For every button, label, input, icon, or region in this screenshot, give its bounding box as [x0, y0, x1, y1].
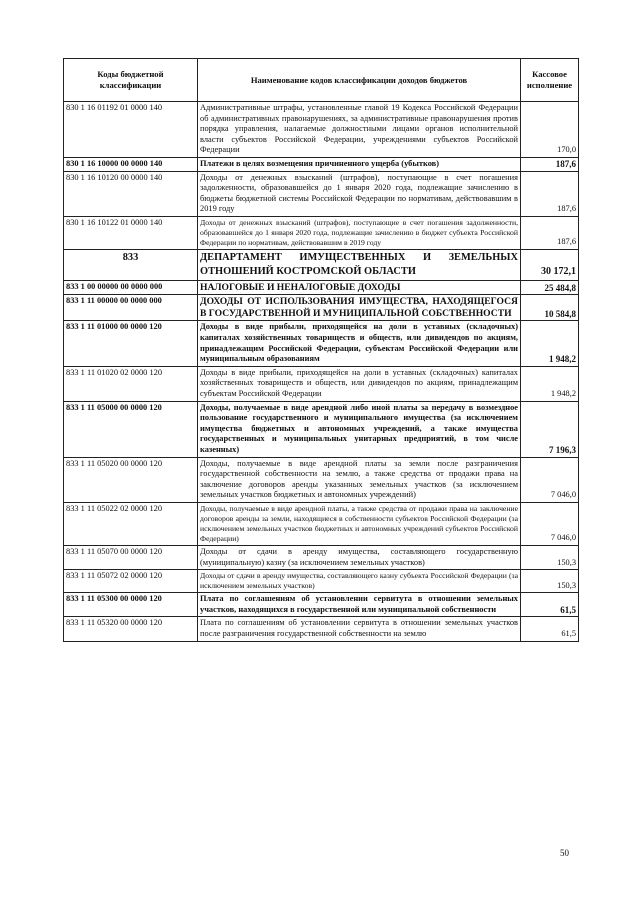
table-row [64, 366, 579, 401]
row-amount: 187,6 [521, 216, 579, 249]
row-amount: 61,5 [521, 617, 579, 641]
row-amount: 10 584,8 [521, 295, 579, 321]
table-row [64, 401, 579, 457]
table-row [64, 502, 579, 545]
row-name: Доходы в виде прибыли, приходящейся на доли в уставных (складочных) капиталах хозяйственных товариществ и обществ, или дивидендов по акциям, принадлежащим субъектам Российской Федерации [198, 366, 521, 401]
row-code: 833 1 11 05020 00 0000 120 [64, 457, 198, 502]
row-name: Доходы, получаемые в виде арендной либо иной платы за передачу в возмездное пользование государственного и муниципального имущества (за исключением имущества бюджетных и автономных учреждений, а также имущества государственных и муниципальных унитарных предприятий, в том числе казенных) [198, 401, 521, 457]
row-name: Плата по соглашениям об установлении сервитута в отношении земельных участков после разграничения государственной собственности на землю [198, 617, 521, 641]
row-code: 833 1 11 01020 02 0000 120 [64, 366, 198, 401]
row-code: 833 1 11 05000 00 0000 120 [64, 401, 198, 457]
row-name: Доходы от сдачи в аренду имущества, составляющего казну субъекта Российской Федерации (за исключением земельных участков) [198, 570, 521, 593]
row-name: ДЕПАРТАМЕНТ ИМУЩЕСТВЕННЫХ И ЗЕМЕЛЬНЫХ ОТНОШЕНИЙ КОСТРОМСКОЙ ОБЛАСТИ [198, 249, 521, 280]
row-amount: 61,5 [521, 593, 579, 617]
row-amount: 1 948,2 [521, 321, 579, 366]
row-code: 833 1 00 00000 00 0000 000 [64, 280, 198, 295]
row-code: 833 1 11 05320 00 0000 120 [64, 617, 198, 641]
table-row-department [64, 249, 579, 280]
row-amount: 170,0 [521, 102, 579, 158]
table-row [64, 102, 579, 158]
row-code: 833 1 11 05072 02 0000 120 [64, 570, 198, 593]
row-name: Доходы от денежных взысканий (штрафов), поступающие в счет погашения задолженности, образовавшейся до 1 января 2020 года, подлежащие зачислению в бюджеты бюджетной системы Российской Федерации по нормативам, действовавшим в 2019 году [198, 171, 521, 216]
row-code: 833 1 11 05300 00 0000 120 [64, 593, 198, 617]
row-code: 833 1 11 01000 00 0000 120 [64, 321, 198, 366]
row-code: 833 [64, 249, 198, 280]
header-name: Наименование кодов классификации доходов бюджетов [198, 59, 521, 102]
row-amount: 1 948,2 [521, 366, 579, 401]
row-name: Доходы в виде прибыли, приходящейся на доли в уставных (складочных) капиталах хозяйственных товариществ и обществ, или дивидендов по акциям, принадлежащим Российской Федерации, субъектам Российской Федерации или муниципальным образованиям [198, 321, 521, 366]
row-name: ДОХОДЫ ОТ ИСПОЛЬЗОВАНИЯ ИМУЩЕСТВА, НАХОДЯЩЕГОСЯ В ГОСУДАРСТВЕННОЙ И МУНИЦИПАЛЬНОЙ СОБСТВЕННОСТИ [198, 295, 521, 321]
table-header-row [64, 59, 579, 102]
table-row [64, 617, 579, 641]
row-amount: 7 046,0 [521, 457, 579, 502]
row-name: НАЛОГОВЫЕ И НЕНАЛОГОВЫЕ ДОХОДЫ [198, 280, 521, 295]
header-code: Коды бюджетной классификации [64, 59, 198, 102]
table-row [64, 157, 579, 171]
row-amount: 150,3 [521, 545, 579, 569]
row-amount: 150,3 [521, 570, 579, 593]
row-name: Доходы, получаемые в виде арендной платы, а также средства от продажи права на заключение договоров аренды за земли, находящиеся в собственности субъектов Российской Федерации (за исключением земельных участков бюджетных и автономных учреждений субъектов Российской Федерации) [198, 502, 521, 545]
row-code: 830 1 16 01192 01 0000 140 [64, 102, 198, 158]
row-name: Доходы, получаемые в виде арендной платы за земли после разграничения государственной собственности на землю, а также средства от продажи права на заключение договоров аренды указанных земельных участков (за исключением земельных участков бюджетных и автономных учреждений) [198, 457, 521, 502]
table-row [64, 593, 579, 617]
row-name: Административные штрафы, установленные главой 19 Кодекса Российской Федерации об административных правонарушениях, за административные правонарушения против порядка управления, налагаемые должностными лицами органов исполнительной власти субъектов Российской Федерации, учреждениями субъектов Российской Федерации [198, 102, 521, 158]
row-name: Доходы от денежных взысканий (штрафов), поступающие в счет погашения задолженности, образовавшейся до 1 января 2020 года, подлежащие зачислению в бюджет субъекта Российской Федерации по нормативам, действовавшим в 2019 году [198, 216, 521, 249]
row-code: 833 1 11 00000 00 0000 000 [64, 295, 198, 321]
row-name: Платежи в целях возмещения причиненного ущерба (убытков) [198, 157, 521, 171]
row-code: 830 1 16 10120 00 0000 140 [64, 171, 198, 216]
table-row [64, 570, 579, 593]
row-code: 833 1 11 05070 00 0000 120 [64, 545, 198, 569]
table-row [64, 216, 579, 249]
row-amount: 187,6 [521, 171, 579, 216]
row-amount: 25 484,8 [521, 280, 579, 295]
table-row [64, 295, 579, 321]
row-amount: 30 172,1 [521, 249, 579, 280]
row-code: 830 1 16 10122 01 0000 140 [64, 216, 198, 249]
table-row [64, 321, 579, 366]
row-amount: 7 196,3 [521, 401, 579, 457]
revenue-table [63, 58, 579, 642]
page-number: 50 [560, 848, 569, 858]
row-amount: 187,6 [521, 157, 579, 171]
row-name: Доходы от сдачи в аренду имущества, составляющего государственную (муниципальную) казну (за исключением земельных участков) [198, 545, 521, 569]
table-row [64, 280, 579, 295]
row-amount: 7 046,0 [521, 502, 579, 545]
row-name: Плата по соглашениям об установлении сервитута в отношении земельных участков, находящихся в государственной или муниципальной собственности [198, 593, 521, 617]
table-row [64, 545, 579, 569]
table-row [64, 457, 579, 502]
header-amount: Кассовое исполнение [521, 59, 579, 102]
table-row [64, 171, 579, 216]
row-code: 833 1 11 05022 02 0000 120 [64, 502, 198, 545]
row-code: 830 1 16 10000 00 0000 140 [64, 157, 198, 171]
